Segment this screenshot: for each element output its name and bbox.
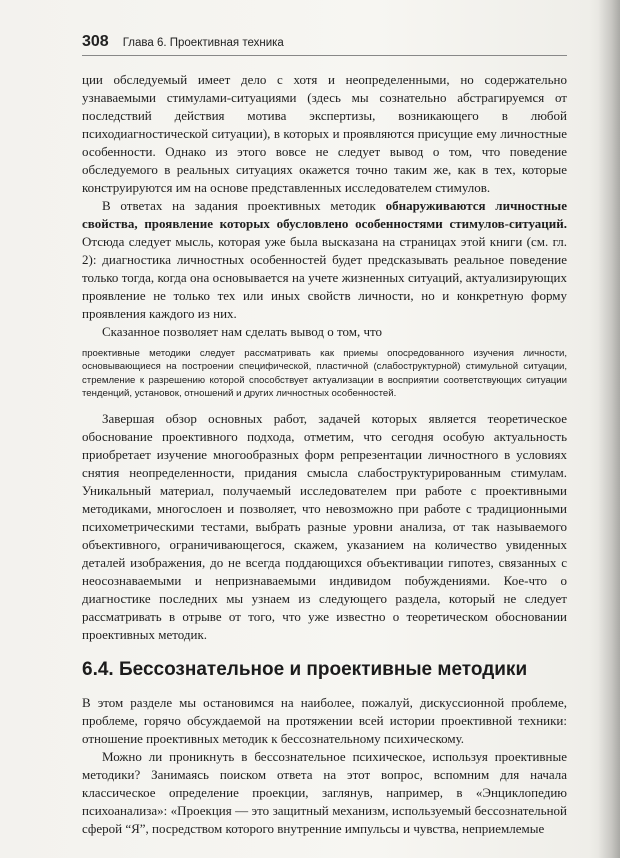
- running-header: [82, 33, 562, 51]
- page-body: [82, 71, 567, 838]
- paragraph-2-start: В ответах на задания проективных методик: [102, 198, 386, 213]
- paragraph-1: ции обследуемый имеет дело с хотя и неопределенными, но содержательно узнаваемыми стимулами-ситуациями (здесь мы сознательно абстрагируемся от последствий действия мотива экспертизы, возникающего в любой психодиагностической ситуации), в которых и проявляются присущие ему личностные особенности. Однако из этого вовсе не следует вывод о том, что поведение обследуемого в реальных ситуациях окажется точно таким же, как в тех, которые конструируются им на основе представленных исследователем стимулов.: [82, 72, 567, 195]
- page-edge-shadow: [598, 0, 620, 858]
- chapter-title: Глава 6. Проективная техника: [122, 37, 284, 49]
- paragraph-3: Сказанное позволяет нам сделать вывод о том, что: [102, 324, 383, 339]
- paragraph-5: В этом разделе мы остановимся на наиболее, пожалуй, дискуссионной проблеме, проблеме, горячо обсуждаемой на протяжении всей истории проективной техники: отношение проективных методик к бессознательному психическому.: [82, 695, 567, 747]
- section-heading: 6.4. Бессознательное и проективные методики: [82, 659, 528, 681]
- paragraph-6: Можно ли проникнуть в бессознательное психическое, используя проективные методики? Занимаясь поиском ответа на этот вопрос, вспомним для начала классическое определение проекции, заглянув, например, в «Энциклопедию психоанализа»: «Проекция — это защитный механизм, используемый бессознательной сферой “Я”, посредством которого внутренние импульсы и чувства, неприемлемые: [82, 749, 567, 837]
- conclusion-quote: проективные методики следует рассматривать как приемы опосредованного изучения личности, основывающиеся на построении специфической, пластичной (слабоструктурной) стимульной ситуации, стремление к разрешению которой способствует актуализации в восприятии соответствующих ситуации тенденций, установок, отношений и других личностных особенностей.: [82, 348, 567, 399]
- paragraph-4: Завершая обзор основных работ, задачей которых является теоретическое обоснование проективного подхода, отметим, что сегодня особую актуальность приобретает изучение многообразных форм репрезентации личностного в условиях снятия неопределенности, придания смысла слабоструктурированным стимулам. Уникальный материал, получаемый исследователем при работе с проективными методиками, многослоен и позволяет, что невозможно при работе с традиционными психометрическими тестами, выбрать разные уровни анализа, от так называемого объективного, ограничивающегося, скажем, указанием на количество увиденных деталей изображения, до не всегда поддающихся объективации гипотез, связанных с неосознаваемыми и непризнаваемыми индивидом побуждениями. Кое-что о диагностике последних мы узнаем из следующего раздела, который не следует рассматривать в отрыве от того, что уже известно о теоретическом обосновании проективных методик.: [82, 411, 567, 643]
- paragraph-2: [82, 197, 567, 323]
- header-rule: [82, 55, 567, 56]
- paragraph-2-end: Отсюда следует мысль, которая уже была высказана на страницах этой книги (см. гл. 2): диагностика личностных особенностей будет предсказывать реальное поведение только тогда, когда она основывается на учете жизненных ситуаций, актуализирующих проявление не только тех или иных свойств личности, но и конкретную форму проявления каждого из них.: [82, 234, 567, 321]
- paragraph-2-bold: обнаруживаются личностные свойства, проявление которых обусловлено особенностями стимулов-ситуаций.: [82, 198, 567, 231]
- page-number: 308: [82, 33, 109, 50]
